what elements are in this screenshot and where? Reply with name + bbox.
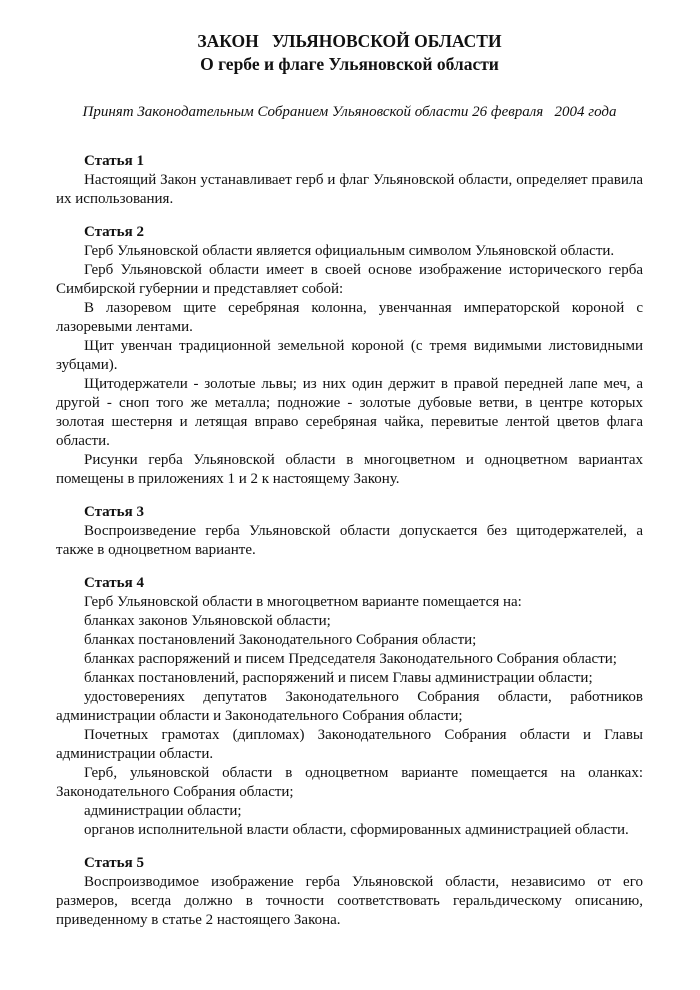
article-5 xyxy=(56,854,643,930)
article-heading: Статья 4 xyxy=(84,575,144,591)
article-paragraph: Щит увенчан традиционной земельной короной (с тремя видимыми листовидными зубцами). xyxy=(56,338,643,373)
article-heading: Статья 5 xyxy=(84,855,144,871)
article-paragraph: Герб Ульяновской области имеет в своей основе изображение исторического герба Симбирской губернии и представляет собой: xyxy=(56,262,643,297)
article-paragraph: Щитодержатели - золотые львы; из них один держит в правой передней лапе меч, а другой - сноп того же металла; подножие - золотые дубовые ветви, в центре которых золотая шестерня и летящая вправо серебряная чайка, перевитые лентой цветов флага области. xyxy=(56,376,643,449)
article-paragraph: администрации области; xyxy=(84,803,242,819)
article-1 xyxy=(56,152,643,209)
article-paragraph: Воспроизведение герба Ульяновской области допускается без щитодержателей, а также в одноцветном варианте. xyxy=(56,523,643,558)
article-paragraph: Воспроизводимое изображение герба Ульяновской области, независимо от его размеров, всегда должно в точности соответствовать геральдическому описанию, приведенному в статье 2 настоящего Закона. xyxy=(56,874,643,928)
article-paragraph: удостоверениях депутатов Законодательного Собрания области, работников администрации области и Законодательного Собрания области; xyxy=(56,689,643,724)
law-title: ЗАКОН УЛЬЯНОВСКОЙ ОБЛАСТИ xyxy=(197,31,502,51)
article-paragraph: Рисунки герба Ульяновской области в многоцветном и одноцветном вариантах помещены в приложениях 1 и 2 к настоящему Закону. xyxy=(56,452,643,487)
article-paragraph: органов исполнительной власти области, сформированных администрацией области. xyxy=(84,822,629,838)
law-subtitle: О гербе и флаге Ульяновской области xyxy=(200,54,499,74)
article-4 xyxy=(56,574,643,840)
article-heading: Статья 2 xyxy=(84,224,144,240)
article-paragraph: Настоящий Закон устанавливает герб и флаг Ульяновской области, определяет правила их использования. xyxy=(56,172,643,207)
article-3 xyxy=(56,503,643,560)
article-paragraph: Почетных грамотах (дипломах) Законодательного Собрания области и Главы администрации области. xyxy=(56,727,643,762)
article-paragraph: В лазоревом щите серебряная колонна, увенчанная императорской короной с лазоревыми лентами. xyxy=(56,300,643,335)
article-paragraph: бланках постановлений, распоряжений и писем Главы администрации области; xyxy=(84,670,593,686)
adoption-note: Принят Законодательным Собранием Ульяновской области 26 февраля 2004 года xyxy=(82,104,617,120)
article-paragraph: бланках законов Ульяновской области; xyxy=(84,613,331,629)
article-paragraph: Герб Ульяновской области в многоцветном варианте помещается на: xyxy=(84,594,522,610)
article-2 xyxy=(56,223,643,489)
article-heading: Статья 1 xyxy=(84,153,144,169)
article-paragraph: Герб, ульяновской области в одноцветном варианте помещается на оланках: Законодательного Собрания области; xyxy=(56,765,643,800)
article-heading: Статья 3 xyxy=(84,504,144,520)
article-paragraph: бланках распоряжений и писем Председателя Законодательного Собрания области; xyxy=(84,651,617,667)
article-paragraph: бланках постановлений Законодательного Собрания области; xyxy=(84,632,477,648)
article-paragraph: Герб Ульяновской области является официальным символом Ульяновской области. xyxy=(84,243,615,259)
